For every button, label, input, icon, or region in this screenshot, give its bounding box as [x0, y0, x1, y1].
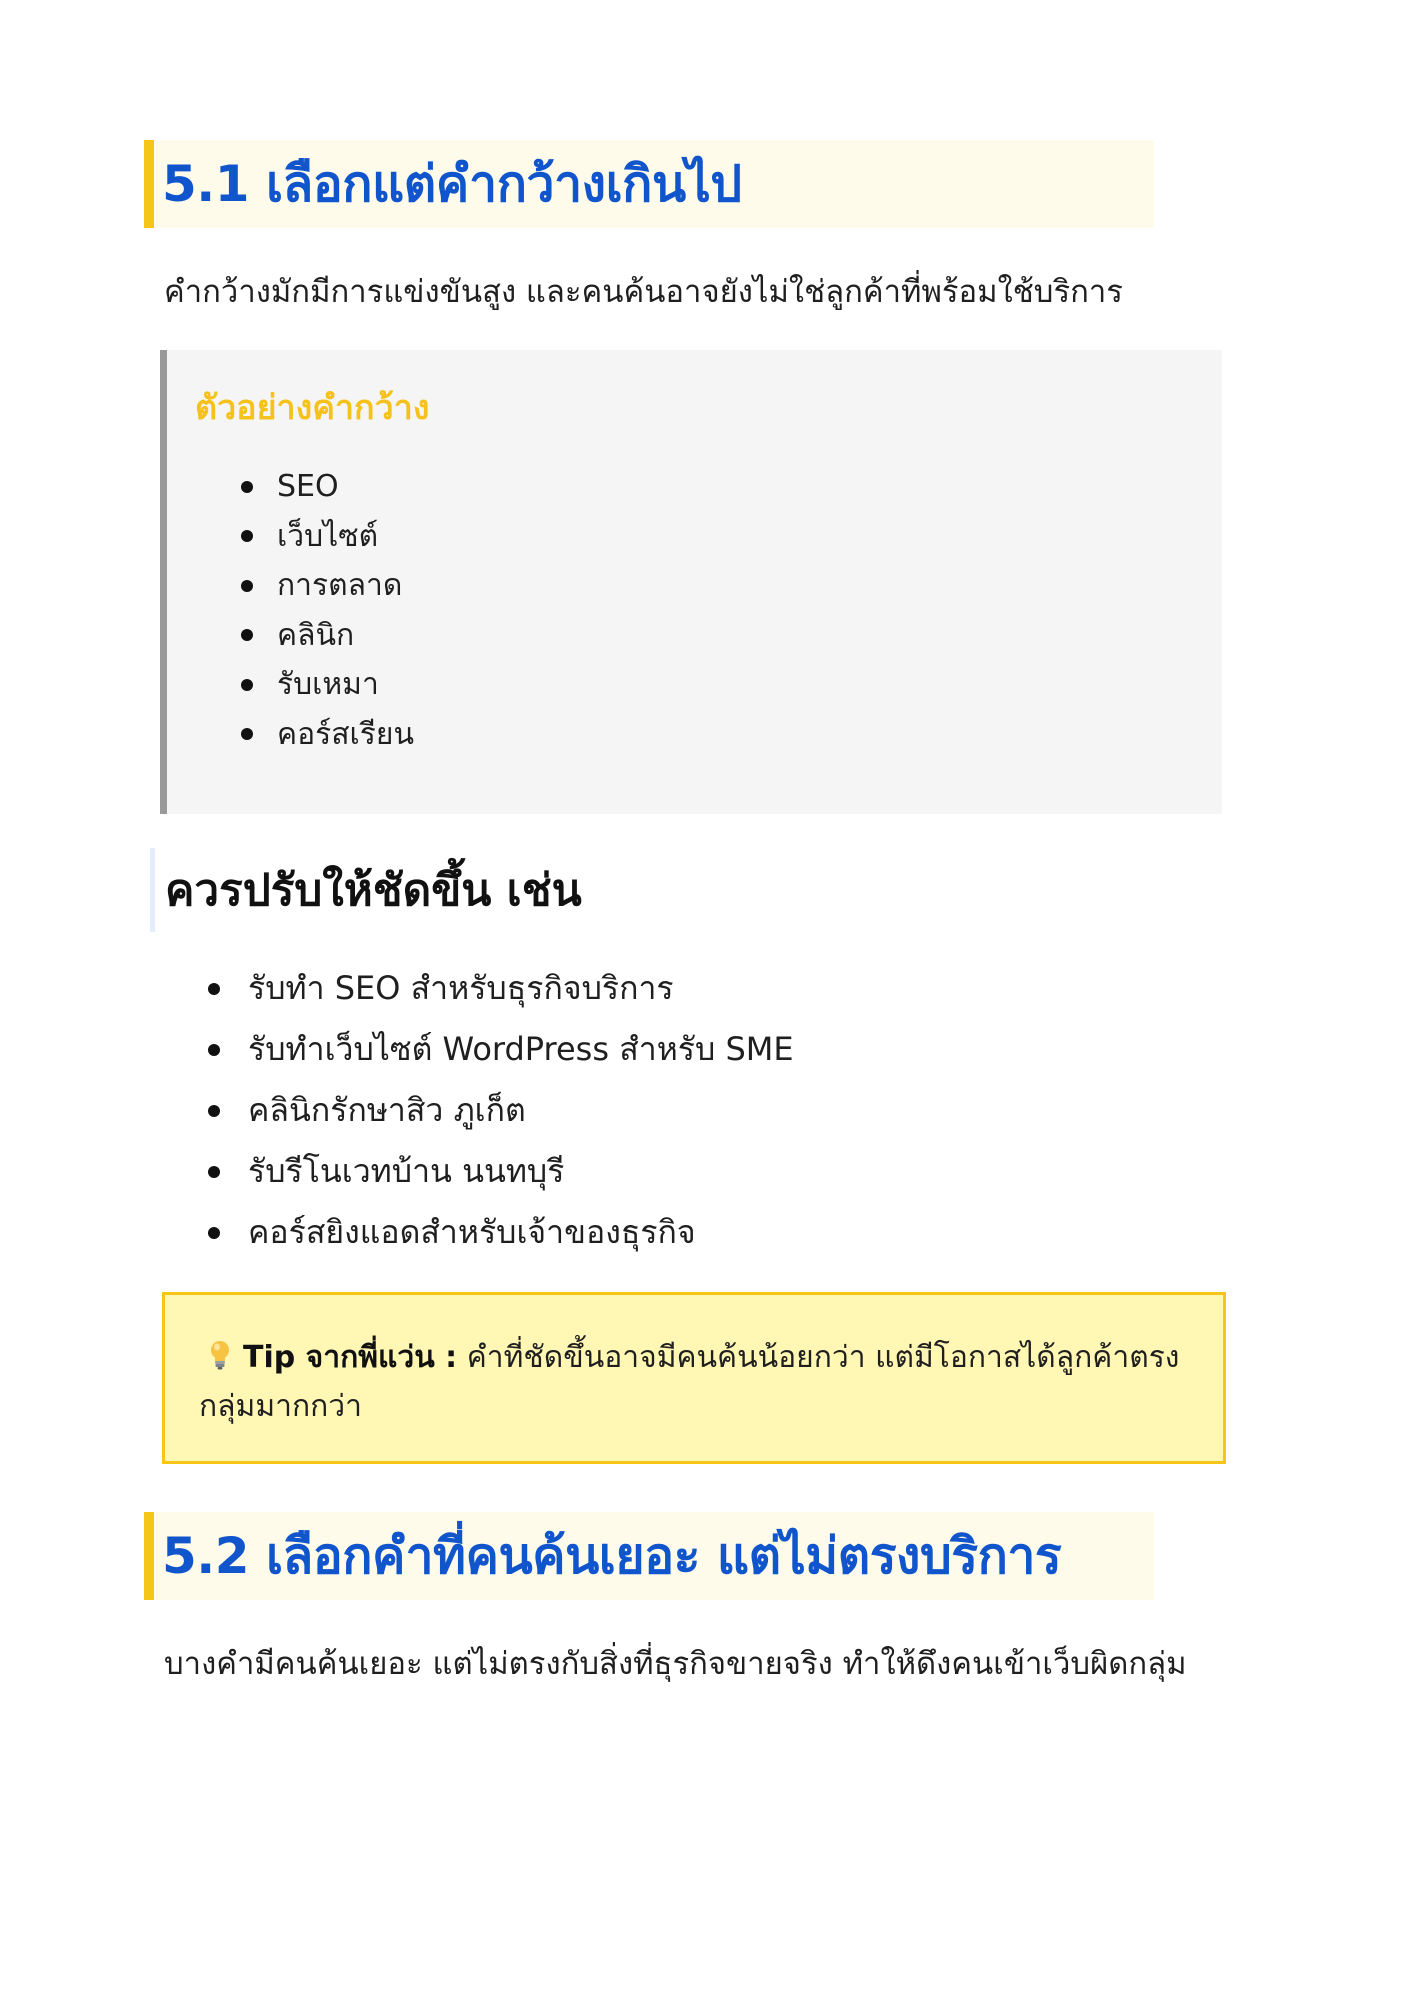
tip-box — [162, 1292, 1226, 1464]
list-item: คอร์สเรียน — [241, 710, 414, 760]
section-paragraph-5-2: บางคำมีคนค้นเยอะ แต่ไม่ตรงกับสิ่งที่ธุรกิจขายจริง ทำให้ดึงคนเข้าเว็บผิดกลุ่ม — [164, 1646, 1187, 1682]
list-item: การตลาด — [241, 561, 414, 611]
tip-label: Tip จากพี่แว่น : — [243, 1340, 458, 1375]
section-paragraph-5-1: คำกว้างมักมีการแข่งขันสูง และคนค้นอาจยังไม่ใช่ลูกค้าที่พร้อมใช้บริการ — [164, 274, 1123, 310]
adjust-heading — [150, 848, 582, 932]
lightbulb-icon — [209, 1339, 231, 1371]
list-item: คลินิก — [241, 611, 414, 661]
example-list — [241, 462, 414, 759]
list-item: รับทำเว็บไซต์ WordPress สำหรับ SME — [208, 1019, 794, 1080]
list-item: รับทำ SEO สำหรับธุรกิจบริการ — [208, 958, 794, 1019]
list-item: คลินิกรักษาสิว ภูเก็ต — [208, 1080, 794, 1141]
list-item: รับรีโนเวทบ้าน นนทบุรี — [208, 1141, 794, 1202]
section-heading-text: 5.1 เลือกแต่คำกว้างเกินไป — [162, 154, 742, 213]
list-item: SEO — [241, 462, 414, 512]
list-item: เว็บไซต์ — [241, 512, 414, 562]
tip-text: คำที่ชัดขึ้นอาจมีคนค้นน้อยกว่า แต่มีโอกาสได้ลูกค้าตรงกลุ่มมากกว่า — [199, 1340, 1180, 1424]
adjust-list — [208, 958, 794, 1263]
section-heading-text: 5.2 เลือกคำที่คนค้นเยอะ แต่ไม่ตรงบริการ — [162, 1526, 1062, 1585]
adjust-heading-text: ควรปรับให้ชัดขึ้น เช่น — [165, 865, 582, 916]
section-heading-5-2 — [144, 1512, 1154, 1600]
list-item: คอร์สยิงแอดสำหรับเจ้าของธุรกิจ — [208, 1202, 794, 1263]
section-heading-5-1 — [144, 140, 1154, 228]
example-box — [160, 350, 1222, 814]
example-box-title: ตัวอย่างคำกว้าง — [195, 388, 430, 428]
list-item: รับเหมา — [241, 660, 414, 710]
